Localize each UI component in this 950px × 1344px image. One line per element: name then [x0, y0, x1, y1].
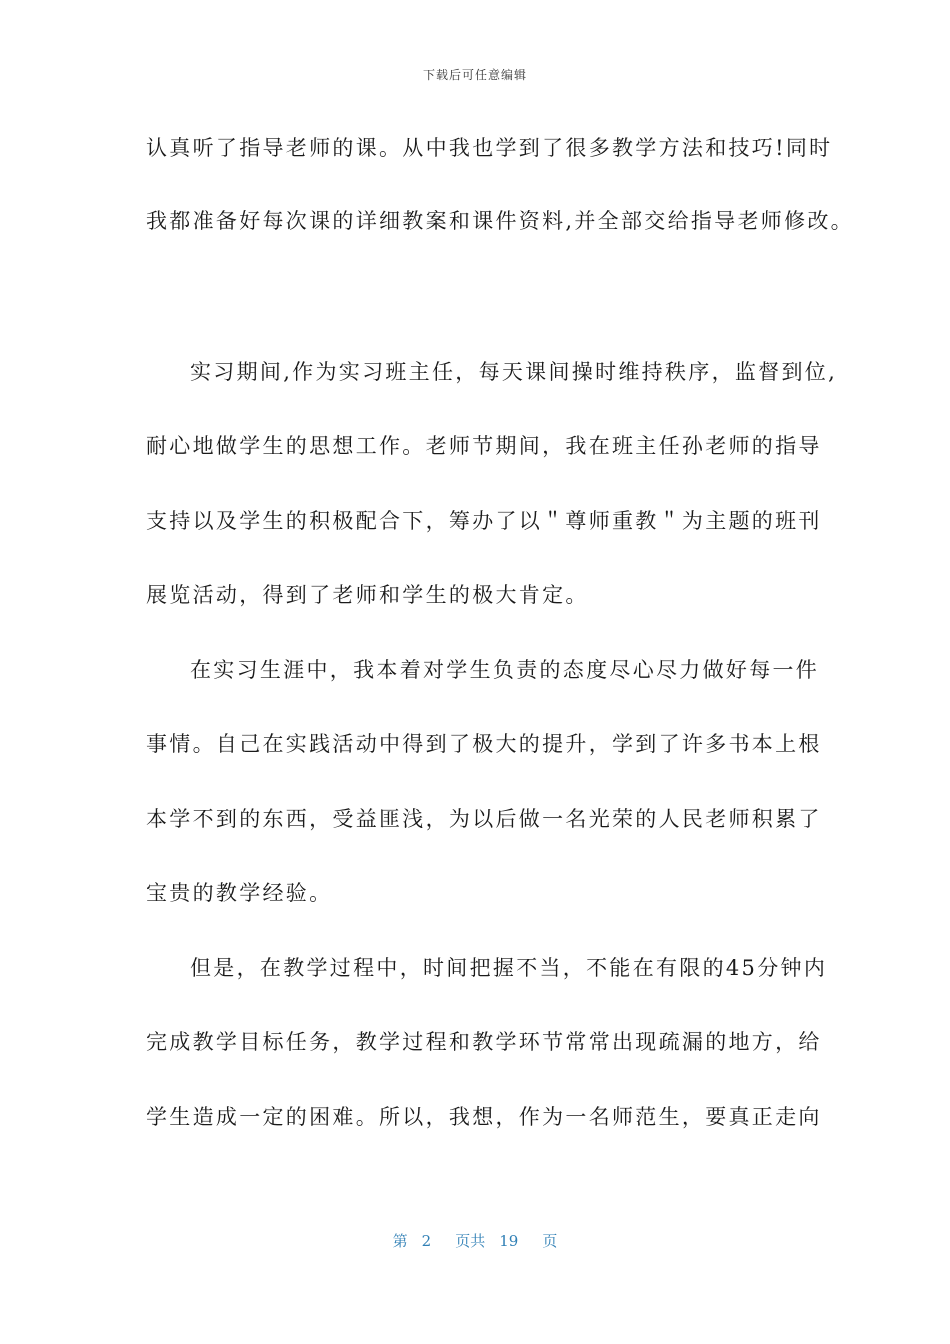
- page-footer: [0, 1230, 950, 1251]
- footer-page-number: 2: [421, 1232, 432, 1250]
- text-line: 我都准备好每次课的详细教案和课件资料,并全部交给指导老师修改。: [146, 209, 854, 233]
- footer-di: 第: [392, 1232, 408, 1250]
- footer-ye-gong: 页共: [455, 1232, 486, 1250]
- paragraph-first-line: 但是，在教学过程中，时间把握不当，不能在有限的45分钟内: [190, 956, 828, 980]
- text-line: 完成教学目标任务，教学过程和教学环节常常出现疏漏的地方，给: [146, 1030, 822, 1054]
- text-line: 支持以及学生的积极配合下，筹办了以＂尊师重教＂为主题的班刊: [146, 509, 822, 533]
- paragraph-first-line: 在实习生涯中，我本着对学生负责的态度尽心尽力做好每一件: [190, 658, 820, 682]
- text-line: 展览活动，得到了老师和学生的极大肯定。: [146, 583, 589, 607]
- text-line: 事情。自己在实践活动中得到了极大的提升，学到了许多书本上根: [146, 732, 822, 756]
- text-line: 本学不到的东西，受益匪浅，为以后做一名光荣的人民老师积累了: [146, 807, 822, 831]
- text-line: 学生造成一定的困难。所以，我想，作为一名师范生，要真正走向: [146, 1105, 822, 1129]
- text-line: 宝贵的教学经验。: [146, 881, 333, 905]
- paragraph-first-line: 实习期间,作为实习班主任，每天课间操时维持秩序，监督到位,: [190, 360, 838, 384]
- footer-total-pages: 19: [499, 1232, 519, 1250]
- text-line: 耐心地做学生的思想工作。老师节期间，我在班主任孙老师的指导: [146, 434, 822, 458]
- text-line: 认真听了指导老师的课。从中我也学到了很多教学方法和技巧!同时: [146, 136, 833, 160]
- footer-ye: 页: [542, 1232, 558, 1250]
- header-note: 下载后可任意编辑: [422, 68, 527, 82]
